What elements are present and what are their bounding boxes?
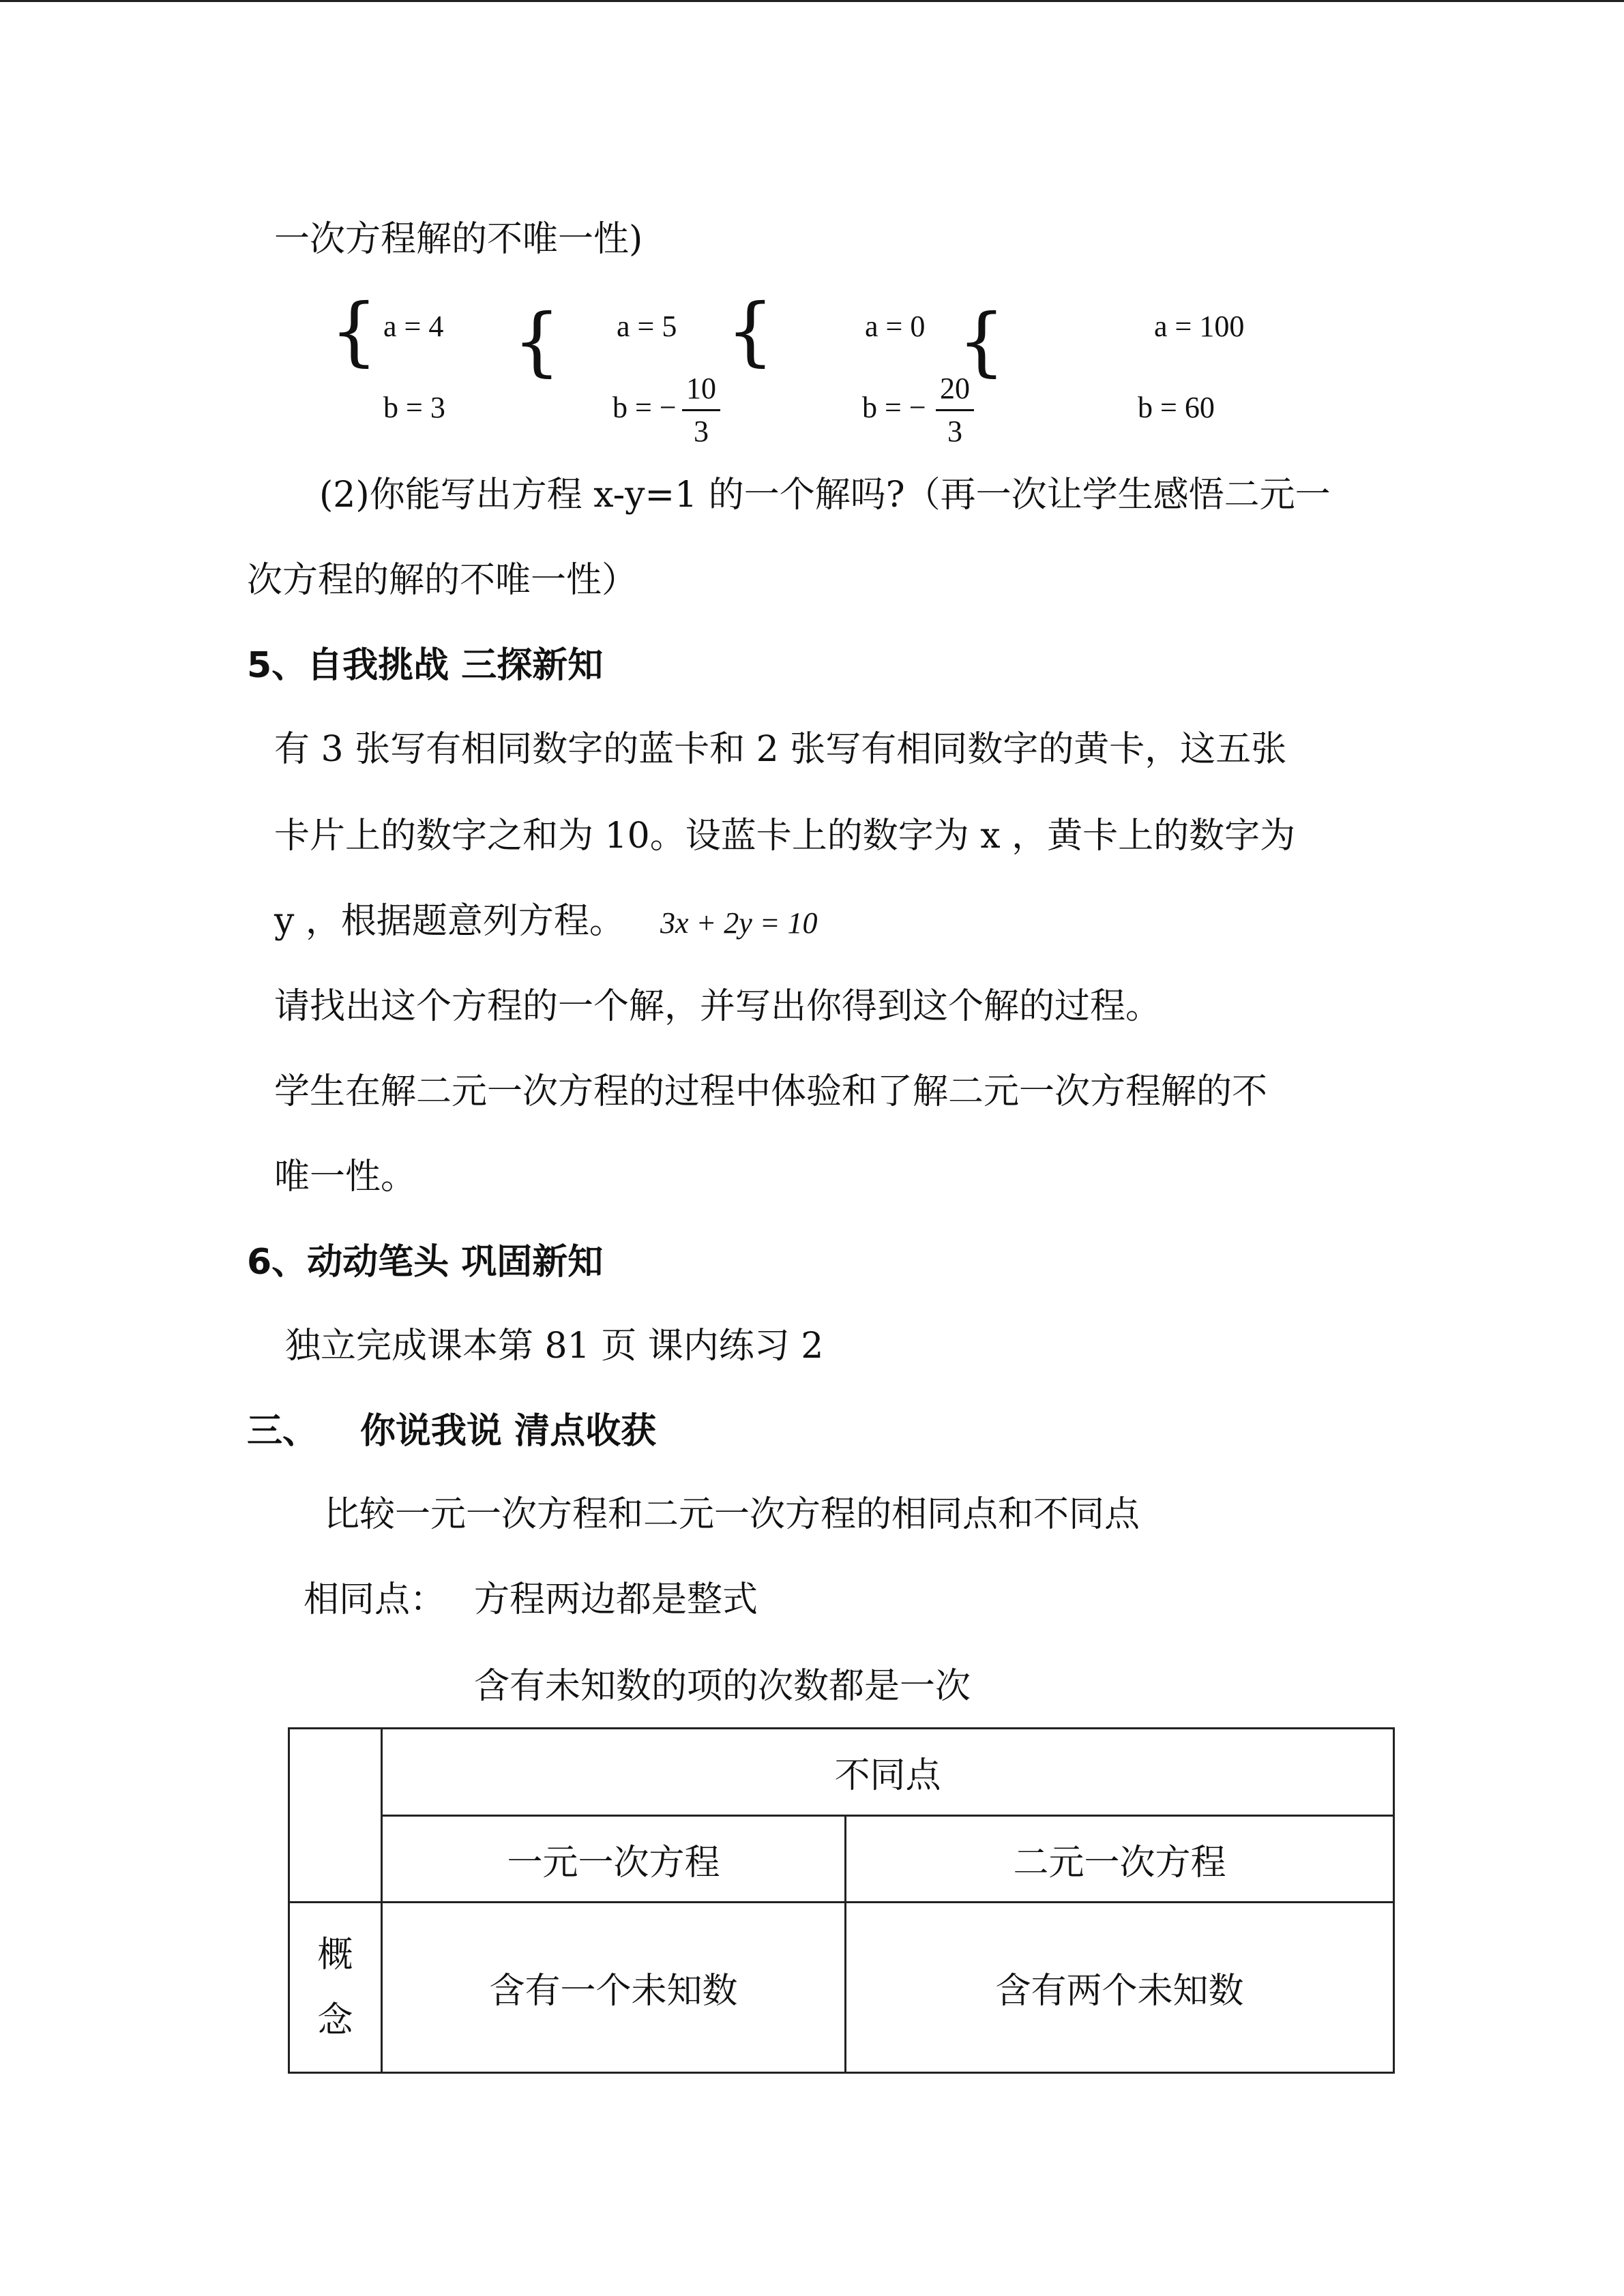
table-row: [289, 1903, 1394, 2073]
solution-2-b-fraction: [682, 374, 720, 447]
solution-3-b-prefix: b = −: [862, 391, 926, 424]
solution-3-b-denominator: 3: [947, 415, 962, 448]
brace-4: {: [958, 297, 1005, 385]
section6-heading: 6、动动笔头 巩固新知: [247, 1242, 604, 1283]
comparison-table: [288, 1727, 1395, 2074]
section5-p5: 学生在解二元一次方程的过程中体验和了解二元一次方程解的不: [274, 1071, 1268, 1112]
brace-3: {: [726, 287, 774, 374]
solution-1-b: b = 3: [383, 391, 445, 424]
brace-2: {: [513, 297, 561, 385]
section3-heading-number: 三、: [247, 1411, 319, 1452]
row-label-char-2: 念: [317, 1999, 353, 2041]
section5-p6: 唯一性。: [274, 1157, 417, 1197]
top-border-line: [0, 0, 1624, 2]
table-cell-two-unknowns: 含有两个未知数: [846, 1903, 1394, 2073]
table-row-label-concept: [289, 1903, 382, 2073]
solution-3-a: a = 0: [865, 310, 926, 343]
section5-p1: 有 3 张写有相同数字的蓝卡和 2 张写有相同数字的黄卡，这五张: [274, 729, 1287, 770]
table-subheader-row: [289, 1816, 1394, 1903]
same-point-1: 方程两边都是整式: [474, 1579, 758, 1620]
section5-equation: 3x + 2y = 10: [660, 906, 818, 940]
solution-1-a: a = 4: [383, 310, 444, 343]
table-header-differences: 不同点: [382, 1729, 1394, 1816]
intro-tail-text: 一次方程解的不唯一性): [274, 219, 643, 260]
brace-1: {: [330, 287, 378, 374]
solution-2-b-numerator: 10: [682, 374, 720, 411]
solution-4-a: a = 100: [1154, 310, 1245, 343]
q2-line-2: 次方程的解的不唯一性）: [247, 560, 638, 601]
table-corner-cell: [289, 1729, 382, 1903]
section3-p1: 比较一元一次方程和二元一次方程的相同点和不同点: [324, 1494, 1140, 1535]
solution-4-b: b = 60: [1138, 391, 1215, 424]
same-point-2: 含有未知数的项的次数都是一次: [474, 1666, 971, 1707]
solution-2-b-prefix: b = −: [612, 391, 677, 424]
same-points-label: 相同点：: [304, 1579, 446, 1620]
row-label-char-1: 概: [317, 1934, 353, 1976]
solution-2-a: a = 5: [617, 310, 677, 343]
solution-3-b-numerator: 20: [936, 374, 974, 411]
section5-p2: 卡片上的数字之和为 10。设蓝卡上的数字为 x ，黄卡上的数字为: [274, 816, 1296, 856]
section3-heading-text: 你说我说 清点收获: [360, 1411, 657, 1452]
q2-line-1: (2)你能写出方程 x-y=1 的一个解吗?（再一次让学生感悟二元一: [319, 475, 1331, 516]
table-col-linear-one-var: 一元一次方程: [382, 1816, 846, 1903]
section6-p1: 独立完成课本第 81 页 课内练习 2: [285, 1326, 824, 1367]
solution-2-b-denominator: 3: [694, 415, 709, 448]
table-header-row: [289, 1729, 1394, 1816]
table-cell-one-unknown: 含有一个未知数: [382, 1903, 846, 2073]
section5-p4: 请找出这个方程的一个解，并写出你得到这个解的过程。: [274, 986, 1162, 1027]
section5-p3: y ，根据题意列方程。: [274, 901, 625, 942]
section5-heading: 5、自我挑战 三探新知: [247, 645, 604, 686]
table-col-linear-two-var: 二元一次方程: [846, 1816, 1394, 1903]
solution-3-b-fraction: [936, 374, 974, 447]
